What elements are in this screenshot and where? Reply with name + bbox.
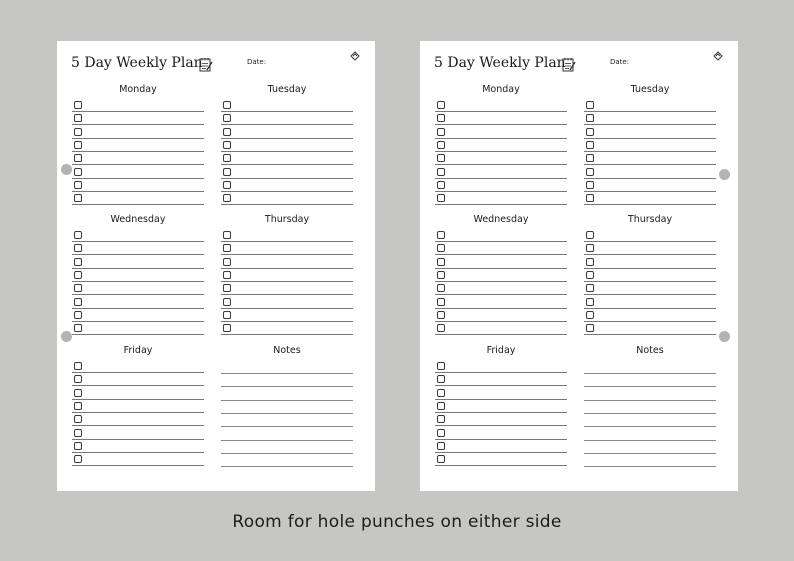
- task-row: [435, 112, 567, 125]
- hole-punch-marker: [719, 169, 730, 180]
- task-checkbox[interactable]: [74, 284, 82, 292]
- day-title: Wednesday: [473, 214, 529, 225]
- note-line[interactable]: [221, 413, 353, 414]
- task-row: [435, 400, 567, 413]
- task-row: [221, 139, 353, 152]
- task-row: [221, 229, 353, 242]
- task-checkbox[interactable]: [586, 231, 594, 239]
- task-row: [435, 139, 567, 152]
- task-line: [221, 204, 353, 205]
- task-row: [584, 256, 716, 269]
- task-checkbox[interactable]: [437, 324, 445, 332]
- task-row: [72, 413, 204, 426]
- note-line[interactable]: [221, 440, 353, 441]
- task-row: [584, 192, 716, 205]
- task-row: [72, 112, 204, 125]
- task-checkbox[interactable]: [74, 442, 82, 450]
- task-line: [435, 465, 567, 466]
- task-checkbox[interactable]: [437, 141, 445, 149]
- task-checkbox[interactable]: [74, 114, 82, 122]
- notes-title: Notes: [273, 345, 301, 356]
- task-checkbox[interactable]: [223, 101, 231, 109]
- task-checkbox[interactable]: [74, 362, 82, 370]
- task-row: [72, 192, 204, 205]
- task-checkbox[interactable]: [223, 258, 231, 266]
- task-row: [435, 413, 567, 426]
- task-row: [221, 126, 353, 139]
- page-title: 5 Day Weekly Plan: [434, 55, 566, 71]
- task-checkbox[interactable]: [437, 455, 445, 463]
- task-checkbox[interactable]: [74, 194, 82, 202]
- task-checkbox[interactable]: [74, 258, 82, 266]
- task-checkbox[interactable]: [223, 324, 231, 332]
- task-row: [221, 112, 353, 125]
- task-row: [72, 309, 204, 322]
- task-checkbox[interactable]: [437, 362, 445, 370]
- task-row: [72, 179, 204, 192]
- task-checkbox[interactable]: [223, 141, 231, 149]
- task-checkbox[interactable]: [586, 154, 594, 162]
- note-line[interactable]: [584, 386, 716, 387]
- task-line: [72, 465, 204, 466]
- task-row: [435, 453, 567, 466]
- task-row: [435, 192, 567, 205]
- task-row: [72, 139, 204, 152]
- hole-punch-marker: [61, 331, 72, 342]
- task-checkbox[interactable]: [74, 324, 82, 332]
- task-checkbox[interactable]: [586, 194, 594, 202]
- task-checkbox[interactable]: [74, 298, 82, 306]
- task-checkbox[interactable]: [74, 375, 82, 383]
- date-label: Date:: [610, 58, 630, 66]
- task-row: [72, 242, 204, 255]
- task-checkbox[interactable]: [437, 168, 445, 176]
- task-line: [221, 334, 353, 335]
- note-line[interactable]: [221, 386, 353, 387]
- task-checkbox[interactable]: [437, 114, 445, 122]
- note-line[interactable]: [221, 453, 353, 454]
- task-checkbox[interactable]: [437, 415, 445, 423]
- task-row: [584, 166, 716, 179]
- task-row: [221, 242, 353, 255]
- task-checkbox[interactable]: [586, 114, 594, 122]
- task-row: [435, 126, 567, 139]
- task-checkbox[interactable]: [74, 101, 82, 109]
- task-checkbox[interactable]: [437, 128, 445, 136]
- note-line[interactable]: [584, 426, 716, 427]
- day-title: Friday: [123, 345, 153, 356]
- task-checkbox[interactable]: [437, 402, 445, 410]
- task-checkbox[interactable]: [586, 128, 594, 136]
- task-checkbox[interactable]: [74, 402, 82, 410]
- task-checkbox[interactable]: [223, 271, 231, 279]
- note-line[interactable]: [221, 426, 353, 427]
- task-checkbox[interactable]: [223, 154, 231, 162]
- task-checkbox[interactable]: [437, 101, 445, 109]
- task-checkbox[interactable]: [586, 284, 594, 292]
- task-checkbox[interactable]: [74, 231, 82, 239]
- task-checkbox[interactable]: [437, 154, 445, 162]
- day-title: Thursday: [627, 214, 673, 225]
- task-row: [221, 192, 353, 205]
- task-checkbox[interactable]: [586, 271, 594, 279]
- notepad-icon: [199, 57, 213, 72]
- task-row: [72, 440, 204, 453]
- task-checkbox[interactable]: [437, 375, 445, 383]
- date-label: Date:: [247, 58, 267, 66]
- task-row: [584, 112, 716, 125]
- task-row: [584, 296, 716, 309]
- note-line[interactable]: [584, 453, 716, 454]
- task-checkbox[interactable]: [437, 389, 445, 397]
- task-checkbox[interactable]: [437, 284, 445, 292]
- planner-page-right: [420, 41, 738, 491]
- task-checkbox[interactable]: [437, 181, 445, 189]
- page-title: 5 Day Weekly Plan: [71, 55, 203, 71]
- task-row: [72, 453, 204, 466]
- task-line: [435, 334, 567, 335]
- notepad-icon: [562, 57, 576, 72]
- task-checkbox[interactable]: [74, 415, 82, 423]
- note-line[interactable]: [221, 400, 353, 401]
- task-row: [221, 152, 353, 165]
- task-checkbox[interactable]: [586, 181, 594, 189]
- planner-page-left: [57, 41, 375, 491]
- task-row: [435, 99, 567, 112]
- task-row: [72, 296, 204, 309]
- task-checkbox[interactable]: [74, 141, 82, 149]
- task-checkbox[interactable]: [223, 194, 231, 202]
- task-checkbox[interactable]: [437, 429, 445, 437]
- task-checkbox[interactable]: [437, 244, 445, 252]
- note-line[interactable]: [584, 413, 716, 414]
- task-row: [435, 427, 567, 440]
- task-row: [435, 440, 567, 453]
- hole-punch-marker: [61, 164, 72, 175]
- task-checkbox[interactable]: [74, 244, 82, 252]
- task-checkbox[interactable]: [437, 258, 445, 266]
- task-row: [435, 269, 567, 282]
- task-row: [584, 126, 716, 139]
- note-line[interactable]: [584, 466, 716, 467]
- task-checkbox[interactable]: [74, 154, 82, 162]
- task-row: [435, 242, 567, 255]
- task-row: [72, 427, 204, 440]
- task-row: [72, 229, 204, 242]
- task-row: [221, 282, 353, 295]
- task-row: [584, 139, 716, 152]
- task-row: [72, 282, 204, 295]
- task-checkbox[interactable]: [586, 244, 594, 252]
- task-row: [584, 282, 716, 295]
- task-checkbox[interactable]: [586, 258, 594, 266]
- task-row: [584, 322, 716, 335]
- day-title: Friday: [486, 345, 516, 356]
- task-checkbox[interactable]: [437, 311, 445, 319]
- task-checkbox[interactable]: [586, 168, 594, 176]
- task-row: [435, 296, 567, 309]
- recycle-icon: [349, 50, 361, 62]
- task-checkbox[interactable]: [437, 442, 445, 450]
- note-line[interactable]: [221, 466, 353, 467]
- task-row: [435, 229, 567, 242]
- task-checkbox[interactable]: [223, 181, 231, 189]
- task-line: [584, 334, 716, 335]
- task-row: [72, 387, 204, 400]
- task-row: [584, 242, 716, 255]
- task-row: [435, 166, 567, 179]
- note-line[interactable]: [584, 440, 716, 441]
- day-title: Tuesday: [267, 84, 307, 95]
- task-row: [435, 373, 567, 386]
- task-row: [72, 360, 204, 373]
- task-checkbox[interactable]: [223, 231, 231, 239]
- task-line: [584, 204, 716, 205]
- task-row: [435, 322, 567, 335]
- task-row: [584, 179, 716, 192]
- task-line: [72, 334, 204, 335]
- task-checkbox[interactable]: [74, 389, 82, 397]
- task-checkbox[interactable]: [437, 194, 445, 202]
- task-row: [584, 309, 716, 322]
- task-row: [72, 126, 204, 139]
- note-line[interactable]: [584, 373, 716, 374]
- task-row: [584, 99, 716, 112]
- task-row: [221, 296, 353, 309]
- task-row: [72, 400, 204, 413]
- task-row: [435, 360, 567, 373]
- task-line: [72, 204, 204, 205]
- task-row: [435, 309, 567, 322]
- task-checkbox[interactable]: [74, 128, 82, 136]
- task-row: [435, 179, 567, 192]
- task-checkbox[interactable]: [223, 284, 231, 292]
- note-line[interactable]: [221, 373, 353, 374]
- day-title: Wednesday: [110, 214, 166, 225]
- task-row: [584, 229, 716, 242]
- task-checkbox[interactable]: [74, 168, 82, 176]
- task-row: [584, 269, 716, 282]
- task-row: [72, 322, 204, 335]
- hole-punch-marker: [719, 331, 730, 342]
- task-checkbox[interactable]: [437, 271, 445, 279]
- recycle-icon: [712, 50, 724, 62]
- task-row: [221, 256, 353, 269]
- task-checkbox[interactable]: [586, 141, 594, 149]
- task-checkbox[interactable]: [586, 101, 594, 109]
- day-title: Thursday: [264, 214, 310, 225]
- task-checkbox[interactable]: [223, 244, 231, 252]
- task-checkbox[interactable]: [74, 311, 82, 319]
- task-checkbox[interactable]: [74, 429, 82, 437]
- task-checkbox[interactable]: [223, 128, 231, 136]
- task-row: [221, 269, 353, 282]
- note-line[interactable]: [584, 400, 716, 401]
- task-row: [221, 99, 353, 112]
- notes-title: Notes: [636, 345, 664, 356]
- task-row: [435, 282, 567, 295]
- day-title: Monday: [482, 84, 520, 95]
- task-checkbox[interactable]: [223, 298, 231, 306]
- task-row: [435, 152, 567, 165]
- task-line: [435, 204, 567, 205]
- task-row: [72, 166, 204, 179]
- task-checkbox[interactable]: [586, 324, 594, 332]
- task-row: [72, 99, 204, 112]
- task-checkbox[interactable]: [223, 114, 231, 122]
- task-checkbox[interactable]: [74, 455, 82, 463]
- task-row: [72, 152, 204, 165]
- task-row: [72, 269, 204, 282]
- task-row: [72, 256, 204, 269]
- task-row: [221, 179, 353, 192]
- day-title: Monday: [119, 84, 157, 95]
- task-checkbox[interactable]: [223, 311, 231, 319]
- task-checkbox[interactable]: [74, 181, 82, 189]
- task-checkbox[interactable]: [437, 298, 445, 306]
- task-checkbox[interactable]: [586, 311, 594, 319]
- task-row: [221, 166, 353, 179]
- task-row: [584, 152, 716, 165]
- task-row: [72, 373, 204, 386]
- task-checkbox[interactable]: [223, 168, 231, 176]
- task-row: [221, 322, 353, 335]
- day-title: Tuesday: [630, 84, 670, 95]
- task-row: [435, 387, 567, 400]
- task-checkbox[interactable]: [437, 231, 445, 239]
- task-checkbox[interactable]: [586, 298, 594, 306]
- task-row: [435, 256, 567, 269]
- caption-text: Room for hole punches on either side: [232, 512, 562, 532]
- task-checkbox[interactable]: [74, 271, 82, 279]
- task-row: [221, 309, 353, 322]
